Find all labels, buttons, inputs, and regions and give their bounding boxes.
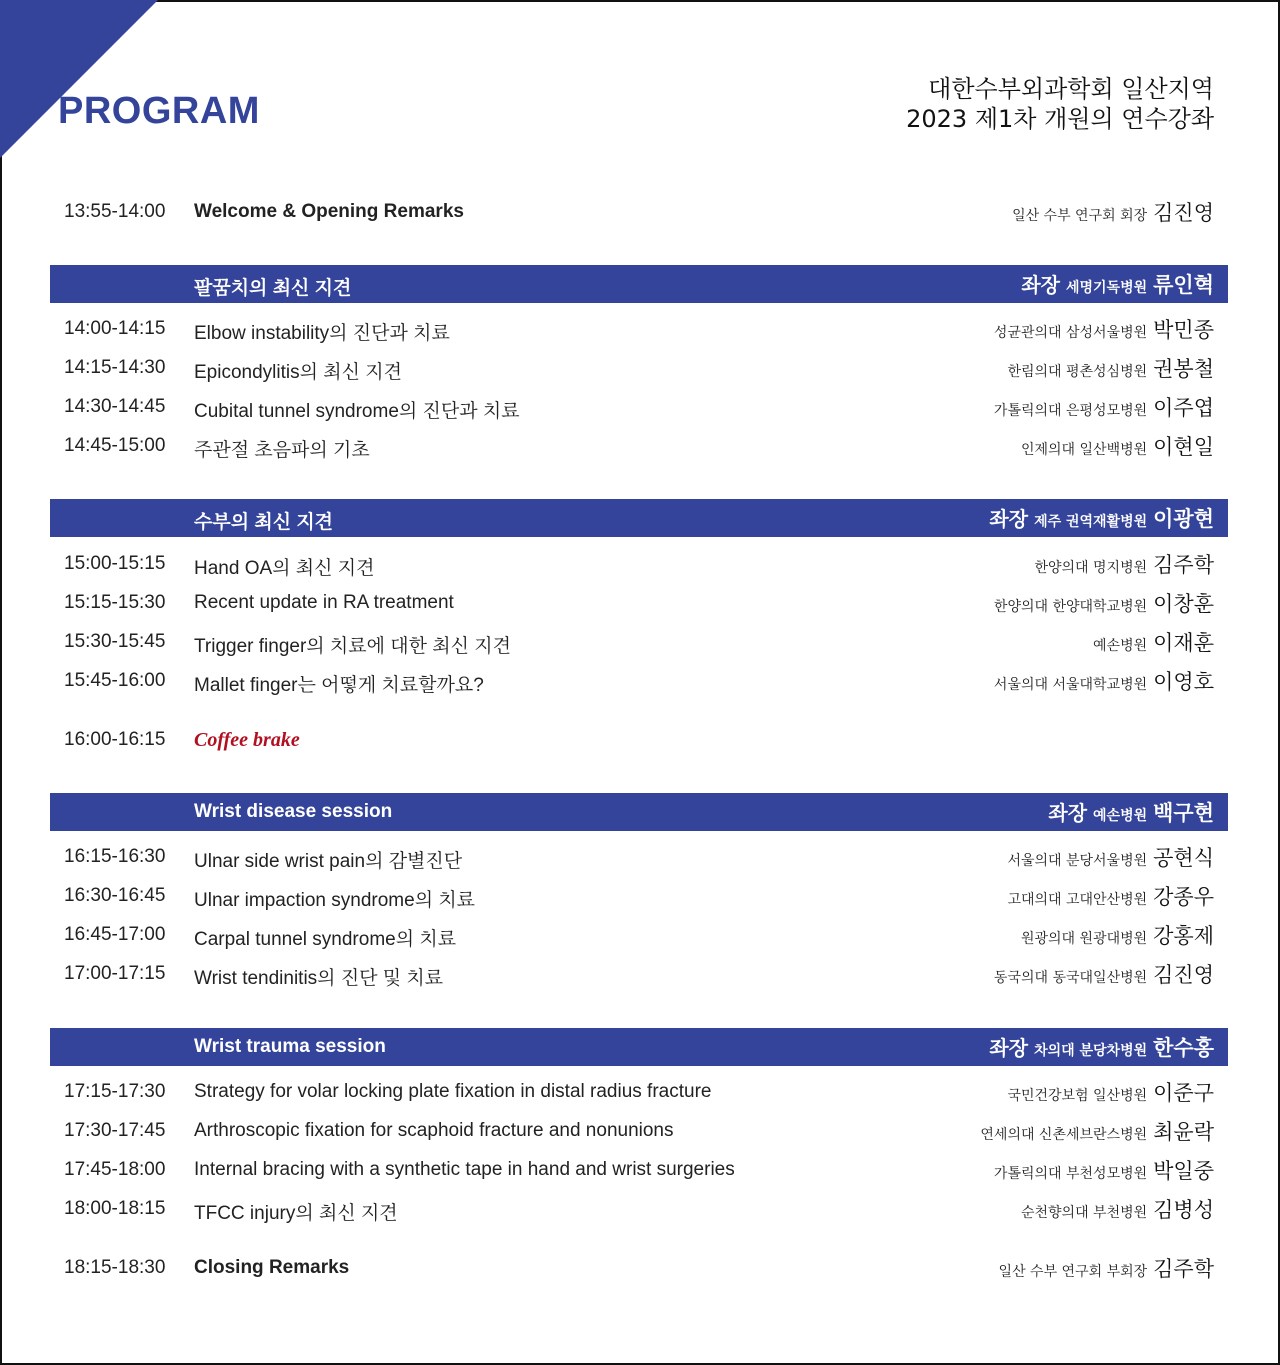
affiliation: 연세의대 신촌세브란스병원 xyxy=(980,1127,1148,1143)
talk-title: Closing Remarks xyxy=(194,1257,350,1278)
time-slot: 15:00-15:15 xyxy=(64,553,166,574)
speaker-info xyxy=(999,1253,1214,1283)
speaker-info xyxy=(1007,842,1214,872)
chair-name: 한수홍 xyxy=(1153,1036,1214,1060)
time-slot: 13:55-14:00 xyxy=(64,201,166,222)
affiliation: 한양의대 명지병원 xyxy=(1034,560,1148,576)
talk-title: Elbow instability의 진단과 치료 xyxy=(194,323,450,344)
schedule-row xyxy=(50,838,1228,876)
affiliation: 일산 수부 연구회 회장 xyxy=(1012,208,1148,224)
speaker-info xyxy=(994,959,1214,989)
schedule-row xyxy=(50,310,1228,348)
break-row xyxy=(50,721,1228,759)
speaker-info xyxy=(1012,197,1214,227)
talk-title: Arthroscopic fixation for scaphoid fracture and nonunions xyxy=(194,1120,674,1141)
speaker-info xyxy=(989,1032,1214,1062)
affiliation: 인제의대 일산백병원 xyxy=(1020,442,1148,458)
time-slot: 17:15-17:30 xyxy=(64,1081,166,1102)
time-slot: 14:30-14:45 xyxy=(64,396,166,417)
session-header xyxy=(50,265,1228,303)
schedule-row xyxy=(50,916,1228,954)
schedule-row xyxy=(50,349,1228,387)
time-slot: 18:15-18:30 xyxy=(64,1257,166,1278)
speaker-info xyxy=(994,314,1214,344)
affiliation: 서울의대 서울대학교병원 xyxy=(993,677,1148,693)
speaker-info xyxy=(1093,627,1214,657)
chair-label: 좌장 xyxy=(989,1036,1029,1060)
speaker-name: 이주엽 xyxy=(1153,396,1214,420)
session-header xyxy=(50,793,1228,831)
schedule-row xyxy=(50,545,1228,583)
affiliation: 세명기독병원 xyxy=(1065,280,1148,296)
speaker-name: 이영호 xyxy=(1153,670,1214,694)
speaker-info xyxy=(994,666,1214,696)
schedule-row xyxy=(50,955,1228,993)
schedule-row xyxy=(50,1249,1228,1287)
affiliation: 한양의대 한양대학교병원 xyxy=(993,599,1148,615)
talk-title: Wrist tendinitis의 진단 및 치료 xyxy=(194,968,444,989)
time-slot: 14:45-15:00 xyxy=(64,435,166,456)
chair-name: 류인혁 xyxy=(1153,273,1214,297)
speaker-name: 이창훈 xyxy=(1153,592,1214,616)
talk-title: Trigger finger의 치료에 대한 최신 지견 xyxy=(194,636,511,657)
talk-title: Cubital tunnel syndrome의 진단과 치료 xyxy=(194,401,520,422)
speaker-info xyxy=(994,392,1214,422)
schedule-row xyxy=(50,623,1228,661)
affiliation: 차의대 분당차병원 xyxy=(1034,1043,1148,1059)
speaker-name: 강홍제 xyxy=(1153,924,1214,948)
affiliation: 원광의대 원광대병원 xyxy=(1020,931,1148,947)
time-slot: 14:15-14:30 xyxy=(64,357,166,378)
affiliation: 가톨릭의대 은평성모병원 xyxy=(993,403,1148,419)
time-slot: 15:45-16:00 xyxy=(64,670,166,691)
affiliation: 예손병원 xyxy=(1093,808,1148,824)
corner-triangle-decoration xyxy=(0,0,158,158)
chair-name: 이광현 xyxy=(1153,507,1214,531)
speaker-info xyxy=(1021,269,1214,299)
schedule-row xyxy=(50,1190,1228,1228)
affiliation: 예손병원 xyxy=(1093,638,1148,654)
time-slot: 16:15-16:30 xyxy=(64,846,166,867)
speaker-name: 최윤락 xyxy=(1153,1120,1214,1144)
talk-title: Recent update in RA treatment xyxy=(194,592,454,613)
speaker-info xyxy=(1048,797,1214,827)
speaker-info xyxy=(994,1155,1214,1185)
speaker-info xyxy=(1021,1194,1214,1224)
affiliation: 가톨릭의대 부천성모병원 xyxy=(993,1166,1148,1182)
session-title: Wrist trauma session xyxy=(194,1036,386,1057)
talk-title: TFCC injury의 최신 지견 xyxy=(194,1203,398,1224)
time-slot: 16:45-17:00 xyxy=(64,924,166,945)
speaker-name: 권봉철 xyxy=(1153,357,1214,381)
speaker-info xyxy=(980,1116,1214,1146)
chair-name: 백구현 xyxy=(1153,801,1214,825)
talk-title: Hand OA의 최신 지견 xyxy=(194,558,375,579)
speaker-info xyxy=(1007,1077,1214,1107)
speaker-name: 박민종 xyxy=(1153,318,1214,342)
affiliation: 제주 권역재활병원 xyxy=(1034,514,1148,530)
schedule-row xyxy=(50,1112,1228,1150)
session-header xyxy=(50,499,1228,537)
session-title: Wrist disease session xyxy=(194,801,393,822)
speaker-info xyxy=(1021,920,1214,950)
schedule-row xyxy=(50,1151,1228,1189)
schedule-row xyxy=(50,584,1228,622)
session-title: 수부의 최신 지견 xyxy=(194,512,334,533)
speaker-info xyxy=(989,503,1214,533)
schedule-row xyxy=(50,1073,1228,1111)
time-slot: 15:15-15:30 xyxy=(64,592,166,613)
affiliation: 동국의대 동국대일산병원 xyxy=(993,970,1148,986)
speaker-name: 김병성 xyxy=(1153,1198,1214,1222)
affiliation: 서울의대 분당서울병원 xyxy=(1007,853,1148,869)
speaker-name: 이준구 xyxy=(1153,1081,1214,1105)
event-title xyxy=(906,74,1214,134)
talk-title: Epicondylitis의 최신 지견 xyxy=(194,362,402,383)
session-title: 팔꿈치의 최신 지견 xyxy=(194,278,352,299)
event-title-line2: 2023 제1차 개원의 연수강좌 xyxy=(906,105,1214,133)
talk-title: 주관절 초음파의 기초 xyxy=(194,440,370,461)
speaker-name: 이재훈 xyxy=(1153,631,1214,655)
speaker-name: 김진영 xyxy=(1153,963,1214,987)
time-slot: 18:00-18:15 xyxy=(64,1198,166,1219)
event-title-line1: 대한수부외과학회 일산지역 xyxy=(928,75,1214,103)
speaker-name: 강종우 xyxy=(1153,885,1214,909)
speaker-info xyxy=(994,588,1214,618)
affiliation: 한림의대 평촌성심병원 xyxy=(1007,364,1148,380)
chair-label: 좌장 xyxy=(1021,273,1060,297)
program-heading: PROGRAM xyxy=(58,90,260,132)
affiliation: 일산 수부 연구회 부회장 xyxy=(998,1264,1148,1280)
talk-title: Mallet finger는 어떻게 치료할까요? xyxy=(194,675,484,696)
speaker-info xyxy=(1007,353,1214,383)
schedule-row xyxy=(50,193,1228,231)
schedule-row xyxy=(50,877,1228,915)
schedule-row xyxy=(50,388,1228,426)
schedule-row xyxy=(50,427,1228,465)
talk-title: Welcome & Opening Remarks xyxy=(194,201,464,222)
time-slot: 16:00-16:15 xyxy=(64,729,166,750)
time-slot: 17:45-18:00 xyxy=(64,1159,166,1180)
speaker-info xyxy=(1021,431,1214,461)
speaker-name: 김진영 xyxy=(1153,201,1214,225)
speaker-info xyxy=(1034,549,1214,579)
talk-title: Coffee brake xyxy=(194,729,300,751)
speaker-name: 공현식 xyxy=(1153,846,1214,870)
speaker-name: 이현일 xyxy=(1153,435,1214,459)
time-slot: 17:30-17:45 xyxy=(64,1120,166,1141)
chair-label: 좌장 xyxy=(989,507,1029,531)
session-header xyxy=(50,1028,1228,1066)
time-slot: 17:00-17:15 xyxy=(64,963,166,984)
time-slot: 15:30-15:45 xyxy=(64,631,166,652)
speaker-info xyxy=(1007,881,1214,911)
speaker-name: 박일중 xyxy=(1153,1159,1214,1183)
talk-title: Carpal tunnel syndrome의 치료 xyxy=(194,929,457,950)
talk-title: Ulnar impaction syndrome의 치료 xyxy=(194,890,476,911)
time-slot: 16:30-16:45 xyxy=(64,885,166,906)
affiliation: 국민건강보험 일산병원 xyxy=(1007,1088,1148,1104)
schedule-row xyxy=(50,662,1228,700)
affiliation: 성균관의대 삼성서울병원 xyxy=(993,325,1148,341)
affiliation: 순천향의대 부천병원 xyxy=(1020,1205,1148,1221)
speaker-name: 김주학 xyxy=(1153,1257,1214,1281)
time-slot: 14:00-14:15 xyxy=(64,318,166,339)
affiliation: 고대의대 고대안산병원 xyxy=(1007,892,1148,908)
talk-title: Ulnar side wrist pain의 감별진단 xyxy=(194,851,463,872)
speaker-name: 김주학 xyxy=(1153,553,1214,577)
talk-title: Strategy for volar locking plate fixation in distal radius fracture xyxy=(194,1081,712,1102)
chair-label: 좌장 xyxy=(1048,801,1088,825)
talk-title: Internal bracing with a synthetic tape in hand and wrist surgeries xyxy=(194,1159,735,1180)
